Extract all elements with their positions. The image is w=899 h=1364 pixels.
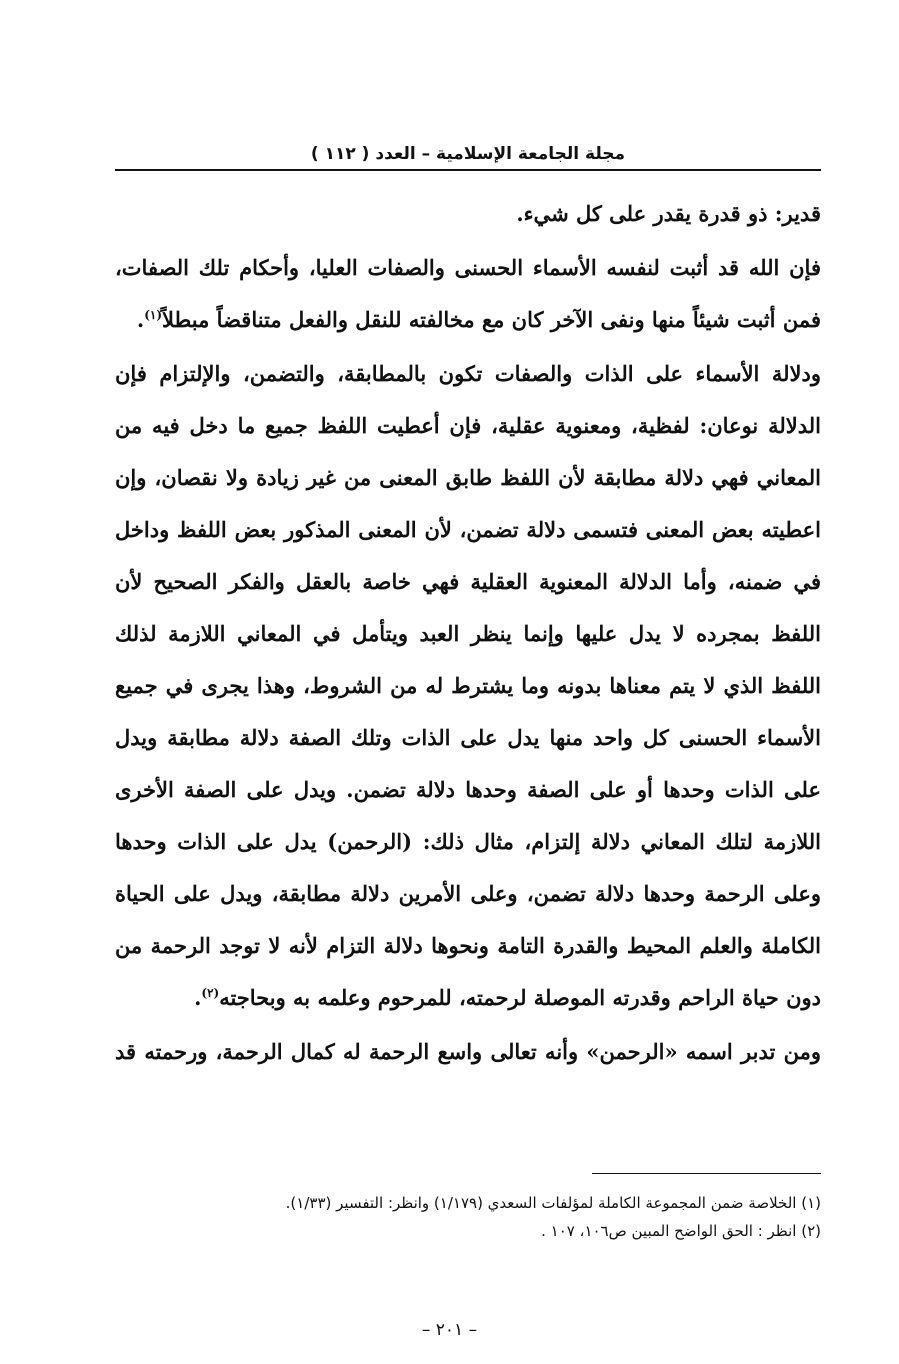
paragraph-2-end: . bbox=[136, 307, 145, 332]
paragraph-3 bbox=[115, 348, 821, 1024]
footnote-2: (٢) انظر : الحق الواضح المبين ص١٠٦، ١٠٧ . bbox=[541, 1222, 821, 1240]
running-header: مجلة الجامعة الإسلامية – العدد ( ١١٢ ) bbox=[310, 144, 626, 164]
paragraph-1 bbox=[115, 188, 821, 240]
footnote-ref-1[interactable]: (١) bbox=[144, 308, 163, 322]
footnote-1: (١) الخلاصة ضمن المجموعة الكاملة لمؤلفات السعدي (١/١٧٩) وانظر: التفسير (١/٣٣). bbox=[285, 1194, 821, 1212]
footnote-rule bbox=[592, 1173, 821, 1174]
page-number: – ٢٠١ – bbox=[421, 1320, 478, 1340]
header-rule bbox=[115, 169, 821, 171]
body-text bbox=[115, 188, 821, 1078]
paragraph-3-text: ودلالة الأسماء على الذات والصفات تكون بالمطابقة، والتضمن، والإلتزام فإن الدلالة نوعان: لفظية، ومعنوية عقلية، فإن أعطيت اللفظ جميع ما دخل فيه من المعاني فهي دلالة مطابقة لأن اللفظ طابق المعنى من غير زيادة ولا نقصان، وإن اعطيته بعض المعنى فتسمى دلالة تضمن، لأن المعنى المذكور بعض اللفظ وداخل في ضمنه، وأما الدلالة المعنوية العقلية فهي خاصة بالعقل والفكر الصحيح لأن اللفظ بمجرده لا يدل عليها وإنما ينظر العبد ويتأمل في المعاني اللازمة لذلك اللفظ الذي لا يتم معناها بدونه وما يشترط له من الشروط، وهذا يجرى في جميع الأسماء الحسنى كل واحد منها يدل على الذات وتلك الصفة دلالة مطابقة ويدل على الذات وحدها أو على الصفة وحدها دلالة تضمن. ويدل على الصفة الأخرى اللازمة لتلك المعاني دلالة إلتزام، مثال ذلك: (الرحمن) يدل على الذات وحدها وعلى الرحمة وحدها دلالة تضمن، وعلى الأمرين دلالة مطابقة، ويدل على الحياة الكاملة والعلم المحيط والقدرة التامة ونحوها دلالة التزام لأنه لا توجد الرحمة من دون حياة الراحم وقدرته الموصلة لرحمته، للمرحوم وعلمه به وبحاجته bbox=[115, 361, 821, 1010]
paragraph-3-end: . bbox=[194, 985, 202, 1010]
paragraph-1-text: قدير: ذو قدرة يقدر على كل شيء. bbox=[516, 201, 821, 226]
paragraph-2-text: فإن الله قد أثبت لنفسه الأسماء الحسنى والصفات العليا، وأحكام تلك الصفات، فمن أثبت شيئاً منها ونفى الآخر كان مع مخالفته للنقل والفعل متناقضاً مبطلاً bbox=[115, 255, 821, 332]
footnote-ref-2[interactable]: (٢) bbox=[201, 986, 220, 1000]
paragraph-4-text: ومن تدبر اسمه «الرحمن» وأنه تعالى واسع الرحمة له كمال الرحمة، ورحمته قد bbox=[115, 1039, 821, 1064]
paragraph-4 bbox=[115, 1026, 821, 1078]
paragraph-2 bbox=[115, 242, 821, 346]
footnotes bbox=[115, 1189, 821, 1245]
